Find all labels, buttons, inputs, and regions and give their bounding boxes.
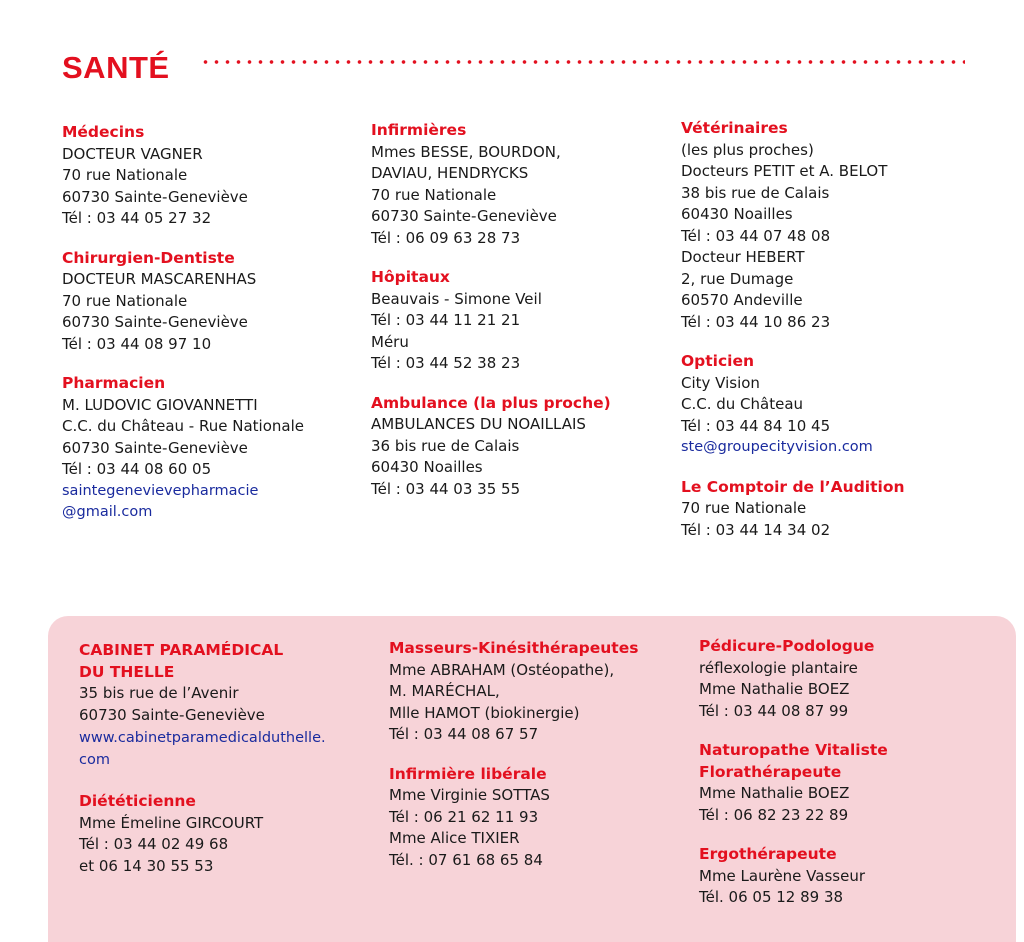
text-line: 60570 Andeville — [681, 291, 803, 309]
section-hopitaux — [371, 267, 691, 375]
text-line: 60730 Sainte-Geneviève — [371, 207, 557, 225]
text-line: 70 rue Nationale — [371, 185, 497, 204]
text-line: DOCTEUR VAGNER — [62, 144, 203, 163]
section-heading: Florathérapeute — [699, 762, 842, 781]
section-heading: CABINET PARAMÉDICAL — [79, 641, 284, 659]
phone-line: Tél : 03 44 11 21 21 — [371, 311, 521, 329]
phone-line: Tél : 03 44 52 38 23 — [371, 354, 521, 372]
email-link[interactable]: saintegenevievepharmacie — [62, 482, 259, 499]
text-line: C.C. du Château - Rue Nationale — [62, 417, 304, 435]
text-line: Mme Nathalie BOEZ — [699, 680, 850, 698]
text-line: Mme Nathalie BOEZ — [699, 784, 850, 802]
dotted-rule — [200, 58, 965, 66]
phone-line: Tél : 03 44 84 10 45 — [681, 416, 831, 435]
section-heading: Chirurgien-Dentiste — [62, 248, 235, 267]
section-infirmiere-liberale — [389, 764, 709, 872]
phone-line: Tél : 03 44 08 60 05 — [62, 460, 212, 478]
section-heading: Ergothérapeute — [699, 845, 837, 863]
text-line: 2, rue Dumage — [681, 269, 794, 288]
section-heading: Médecins — [62, 123, 145, 141]
section-ergotherapeute — [699, 844, 1019, 909]
page-title: SANTÉ — [62, 50, 170, 85]
phone-line: Tél : 03 44 10 86 23 — [681, 312, 831, 331]
text-line: Beauvais - Simone Veil — [371, 289, 542, 308]
phone-line: Tél. 06 05 12 89 38 — [699, 888, 844, 906]
text-line: 60730 Sainte-Geneviève — [62, 187, 248, 206]
phone-line: Tél : 03 44 08 87 99 — [699, 701, 849, 720]
text-line: 35 bis rue de l’Avenir — [79, 684, 239, 702]
section-heading: Le Comptoir de l’Audition — [681, 477, 905, 496]
text-line: DAVIAU, HENDRYCKS — [371, 164, 529, 182]
section-ambulance — [371, 393, 691, 501]
text-line: DOCTEUR MASCARENHAS — [62, 270, 257, 288]
text-line: 60430 Noailles — [681, 205, 793, 223]
phone-line: Tél : 06 09 63 28 73 — [371, 228, 521, 247]
text-line: 70 rue Nationale — [62, 291, 188, 310]
phone-line: Tél : 03 44 07 48 08 — [681, 226, 831, 245]
phone-line: et 06 14 30 55 53 — [79, 856, 214, 875]
section-pharmacien — [62, 373, 382, 524]
text-line: Méru — [371, 332, 409, 351]
text-line: Mme Virginie SOTTAS — [389, 786, 550, 804]
section-opticien — [681, 351, 1001, 459]
phone-line: Tél : 06 21 62 11 93 — [389, 807, 539, 826]
section-heading: Opticien — [681, 352, 755, 370]
phone-line: Tél : 06 82 23 22 89 — [699, 805, 849, 824]
section-heading: Infirmière libérale — [389, 764, 547, 783]
text-line: 70 rue Nationale — [62, 166, 188, 184]
section-heading: Pharmacien — [62, 374, 166, 392]
text-line: Docteurs PETIT et A. BELOT — [681, 162, 888, 180]
section-heading: Naturopathe Vitaliste — [699, 741, 888, 759]
section-heading: Diététicienne — [79, 792, 196, 810]
text-line: City Vision — [681, 373, 760, 392]
phone-line: Tél : 03 44 14 34 02 — [681, 520, 831, 539]
phone-line: Tél : 03 44 08 97 10 — [62, 334, 212, 353]
section-kine — [389, 638, 709, 746]
phone-line: Tél : 03 44 03 35 55 — [371, 479, 521, 498]
column-3 — [681, 118, 1001, 541]
section-heading: Ambulance (la plus proche) — [371, 393, 611, 412]
text-line: 70 rue Nationale — [681, 499, 807, 517]
section-heading: Vétérinaires — [681, 119, 788, 137]
text-line: 60730 Sainte-Geneviève — [62, 313, 248, 331]
text-line: (les plus proches) — [681, 140, 814, 159]
section-podologue — [699, 636, 1019, 722]
section-heading: Infirmières — [371, 121, 467, 139]
website-link[interactable]: com — [79, 751, 110, 768]
text-line: 38 bis rue de Calais — [681, 183, 830, 202]
text-line: réflexologie plantaire — [699, 658, 858, 677]
section-heading: Pédicure-Podologue — [699, 637, 875, 655]
text-line: M. LUDOVIC GIOVANNETTI — [62, 395, 258, 414]
section-cabinet — [79, 640, 399, 771]
column-1 — [62, 122, 382, 524]
text-line: AMBULANCES DU NOAILLAIS — [371, 415, 586, 433]
section-infirmieres — [371, 120, 691, 249]
email-link[interactable]: @gmail.com — [62, 504, 153, 520]
text-line: Mmes BESSE, BOURDON, — [371, 142, 561, 161]
text-line: 36 bis rue de Calais — [371, 436, 520, 455]
section-heading: DU THELLE — [79, 662, 175, 681]
text-line: 60730 Sainte-Geneviève — [79, 705, 265, 724]
text-line: Mlle HAMOT (biokinergie) — [389, 703, 580, 722]
text-line: 60730 Sainte-Geneviève — [62, 438, 248, 457]
phone-line: Tél : 03 44 02 49 68 — [79, 835, 229, 853]
text-line: Mme Émeline GIRCOURT — [79, 813, 264, 832]
text-line: Mme Laurène Vasseur — [699, 866, 865, 885]
email-link[interactable]: ste@groupecityvision.com — [681, 439, 873, 455]
text-line: C.C. du Château — [681, 395, 804, 413]
phone-line: Tél : 03 44 08 67 57 — [389, 725, 539, 743]
text-line: 60430 Noailles — [371, 458, 483, 476]
section-dentiste — [62, 248, 382, 356]
phone-line: Tél : 03 44 05 27 32 — [62, 209, 212, 227]
pink-column-2 — [389, 638, 709, 871]
section-heading: Hôpitaux — [371, 268, 450, 286]
text-line: M. MARÉCHAL, — [389, 682, 500, 700]
section-veterinaires — [681, 118, 1001, 333]
text-line: Mme ABRAHAM (Ostéopathe), — [389, 660, 615, 679]
text-line: Docteur HEBERT — [681, 248, 805, 266]
pink-column-3 — [699, 636, 1019, 909]
section-heading: Masseurs-Kinésithérapeutes — [389, 639, 639, 657]
website-link[interactable]: www.cabinetparamedicalduthelle. — [79, 730, 326, 746]
phone-line: Tél. : 07 61 68 65 84 — [389, 850, 543, 869]
section-naturopathe — [699, 740, 1019, 826]
section-medecins — [62, 122, 382, 230]
section-audition — [681, 477, 1001, 542]
section-dieteticienne — [79, 791, 399, 877]
column-2 — [371, 120, 691, 500]
pink-column-1 — [79, 640, 399, 877]
text-line: Mme Alice TIXIER — [389, 829, 520, 847]
